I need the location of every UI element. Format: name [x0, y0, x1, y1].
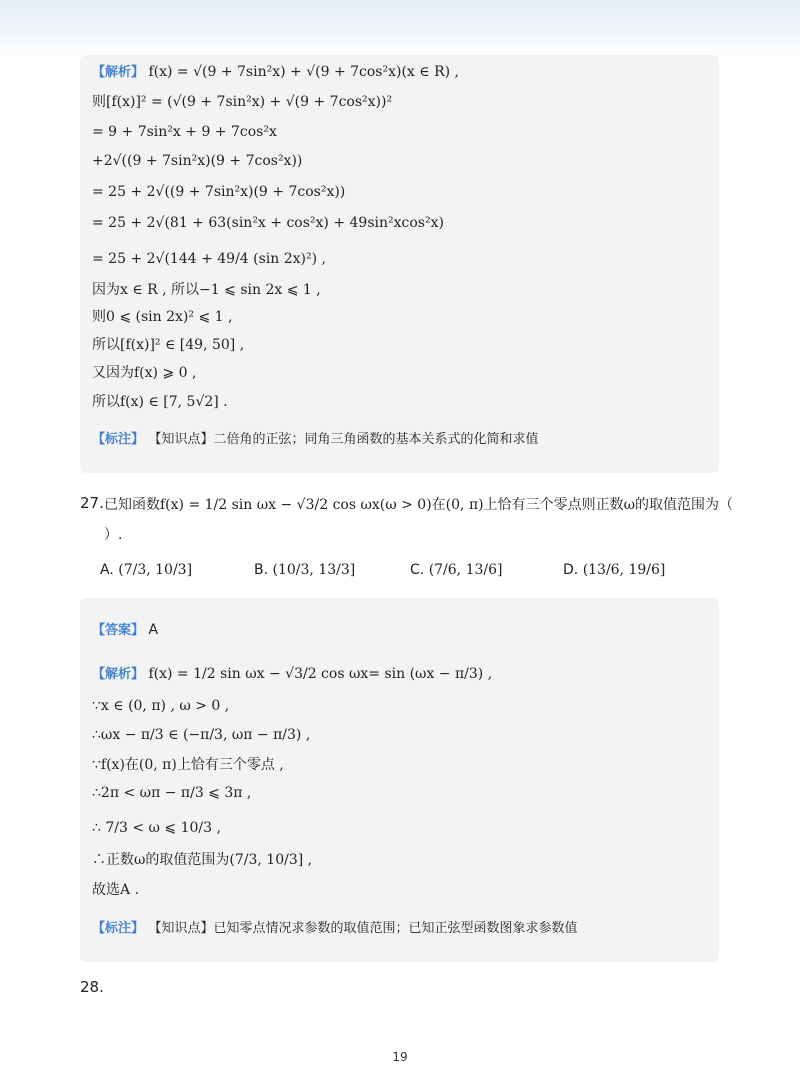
solution-1-line-5: = 25 + 2√((9 + 7sin²x)(9 + 7cos²x)) [92, 184, 346, 200]
option-c[interactable]: C. (7/6, 13/6] [410, 562, 503, 578]
solution-1-line-12: 所以f(x) ∈ [7, 5√2] . [92, 394, 228, 410]
solution-2-line-6: ∴ 7/3 < ω ⩽ 10/3 , [92, 820, 221, 836]
answer-value: A [148, 622, 159, 638]
answer-tag: 【答案】 [92, 623, 145, 638]
solution-1-line-2: 则[f(x)]² = (√(9 + 7sin²x) + √(9 + 7cos²x))² [92, 94, 393, 110]
solution-2-line-8: 故选A . [92, 882, 140, 898]
note-tag: 【标注】 [92, 432, 145, 447]
question-27-stem-end: ）. [104, 527, 123, 543]
option-d[interactable]: D. (13/6, 19/6] [563, 562, 666, 578]
solution-1-line-10: 所以[f(x)]² ∈ [49, 50] , [92, 337, 245, 353]
solution-1-line-11: 又因为f(x) ⩾ 0 , [92, 365, 197, 381]
option-b[interactable]: B. (10/3, 13/3] [254, 562, 356, 578]
solution-2-line-7: ∴正数ω的取值范围为(7/3, 10/3] , [92, 852, 313, 868]
question-27-stem: 已知函数f(x) = 1/2 sin ωx − √3/2 cos ωx(ω > 0)在(0, π)上恰有三个零点则正数ω的取值范围为（ [104, 497, 734, 513]
solution-1-line-4: +2√((9 + 7sin²x)(9 + 7cos²x)) [92, 153, 303, 169]
solution-2-line-2: ∵x ∈ (0, π) , ω > 0 , [92, 698, 230, 714]
analysis-tag: 【解析】 [92, 65, 145, 80]
solution-2-line-3: ∴ωx − π/3 ∈ (−π/3, ωπ − π/3) , [92, 727, 311, 743]
solution-1-note: 【标注】 【知识点】二倍角的正弦；同角三角函数的基本关系式的化简和求值 [92, 432, 539, 447]
header-band [0, 0, 800, 60]
note-tag: 【标注】 [92, 921, 145, 936]
page-number: 19 [392, 1050, 408, 1064]
solution-1-line-7: = 25 + 2√(144 + 49/4 (sin 2x)²) , [92, 251, 326, 267]
question-28-number: 28. [80, 978, 104, 996]
solution-1-line-6: = 25 + 2√(81 + 63(sin²x + cos²x) + 49sin²xcos²x) [92, 215, 444, 231]
question-27-number: 27. [80, 494, 104, 512]
analysis-tag: 【解析】 [92, 667, 145, 682]
option-a[interactable]: A. (7/3, 10/3] [100, 562, 193, 578]
solution-2-line-4: ∵f(x)在(0, π)上恰有三个零点 , [92, 757, 284, 773]
solution-2-line-5: ∴2π < ωπ − π/3 ⩽ 3π , [92, 785, 252, 801]
solution-1-line-3: = 9 + 7sin²x + 9 + 7cos²x [92, 124, 277, 140]
solution-box-2 [80, 598, 719, 962]
solution-2-note: 【标注】 【知识点】已知零点情况求参数的取值范围；已知正弦型函数图象求参数值 [92, 921, 578, 936]
answer-line [92, 620, 158, 641]
solution-1-line-9: 则0 ⩽ (sin 2x)² ⩽ 1 , [92, 309, 233, 325]
solution-1-line-1: 【解析】 f(x) = √(9 + 7sin²x) + √(9 + 7cos²x)(x ∈ R) , [92, 64, 459, 80]
solution-1-line-8: 因为x ∈ R , 所以−1 ⩽ sin 2x ⩽ 1 , [92, 282, 321, 298]
solution-2-line-1: 【解析】 f(x) = 1/2 sin ωx − √3/2 cos ωx= sin (ωx − π/3) , [92, 666, 493, 682]
